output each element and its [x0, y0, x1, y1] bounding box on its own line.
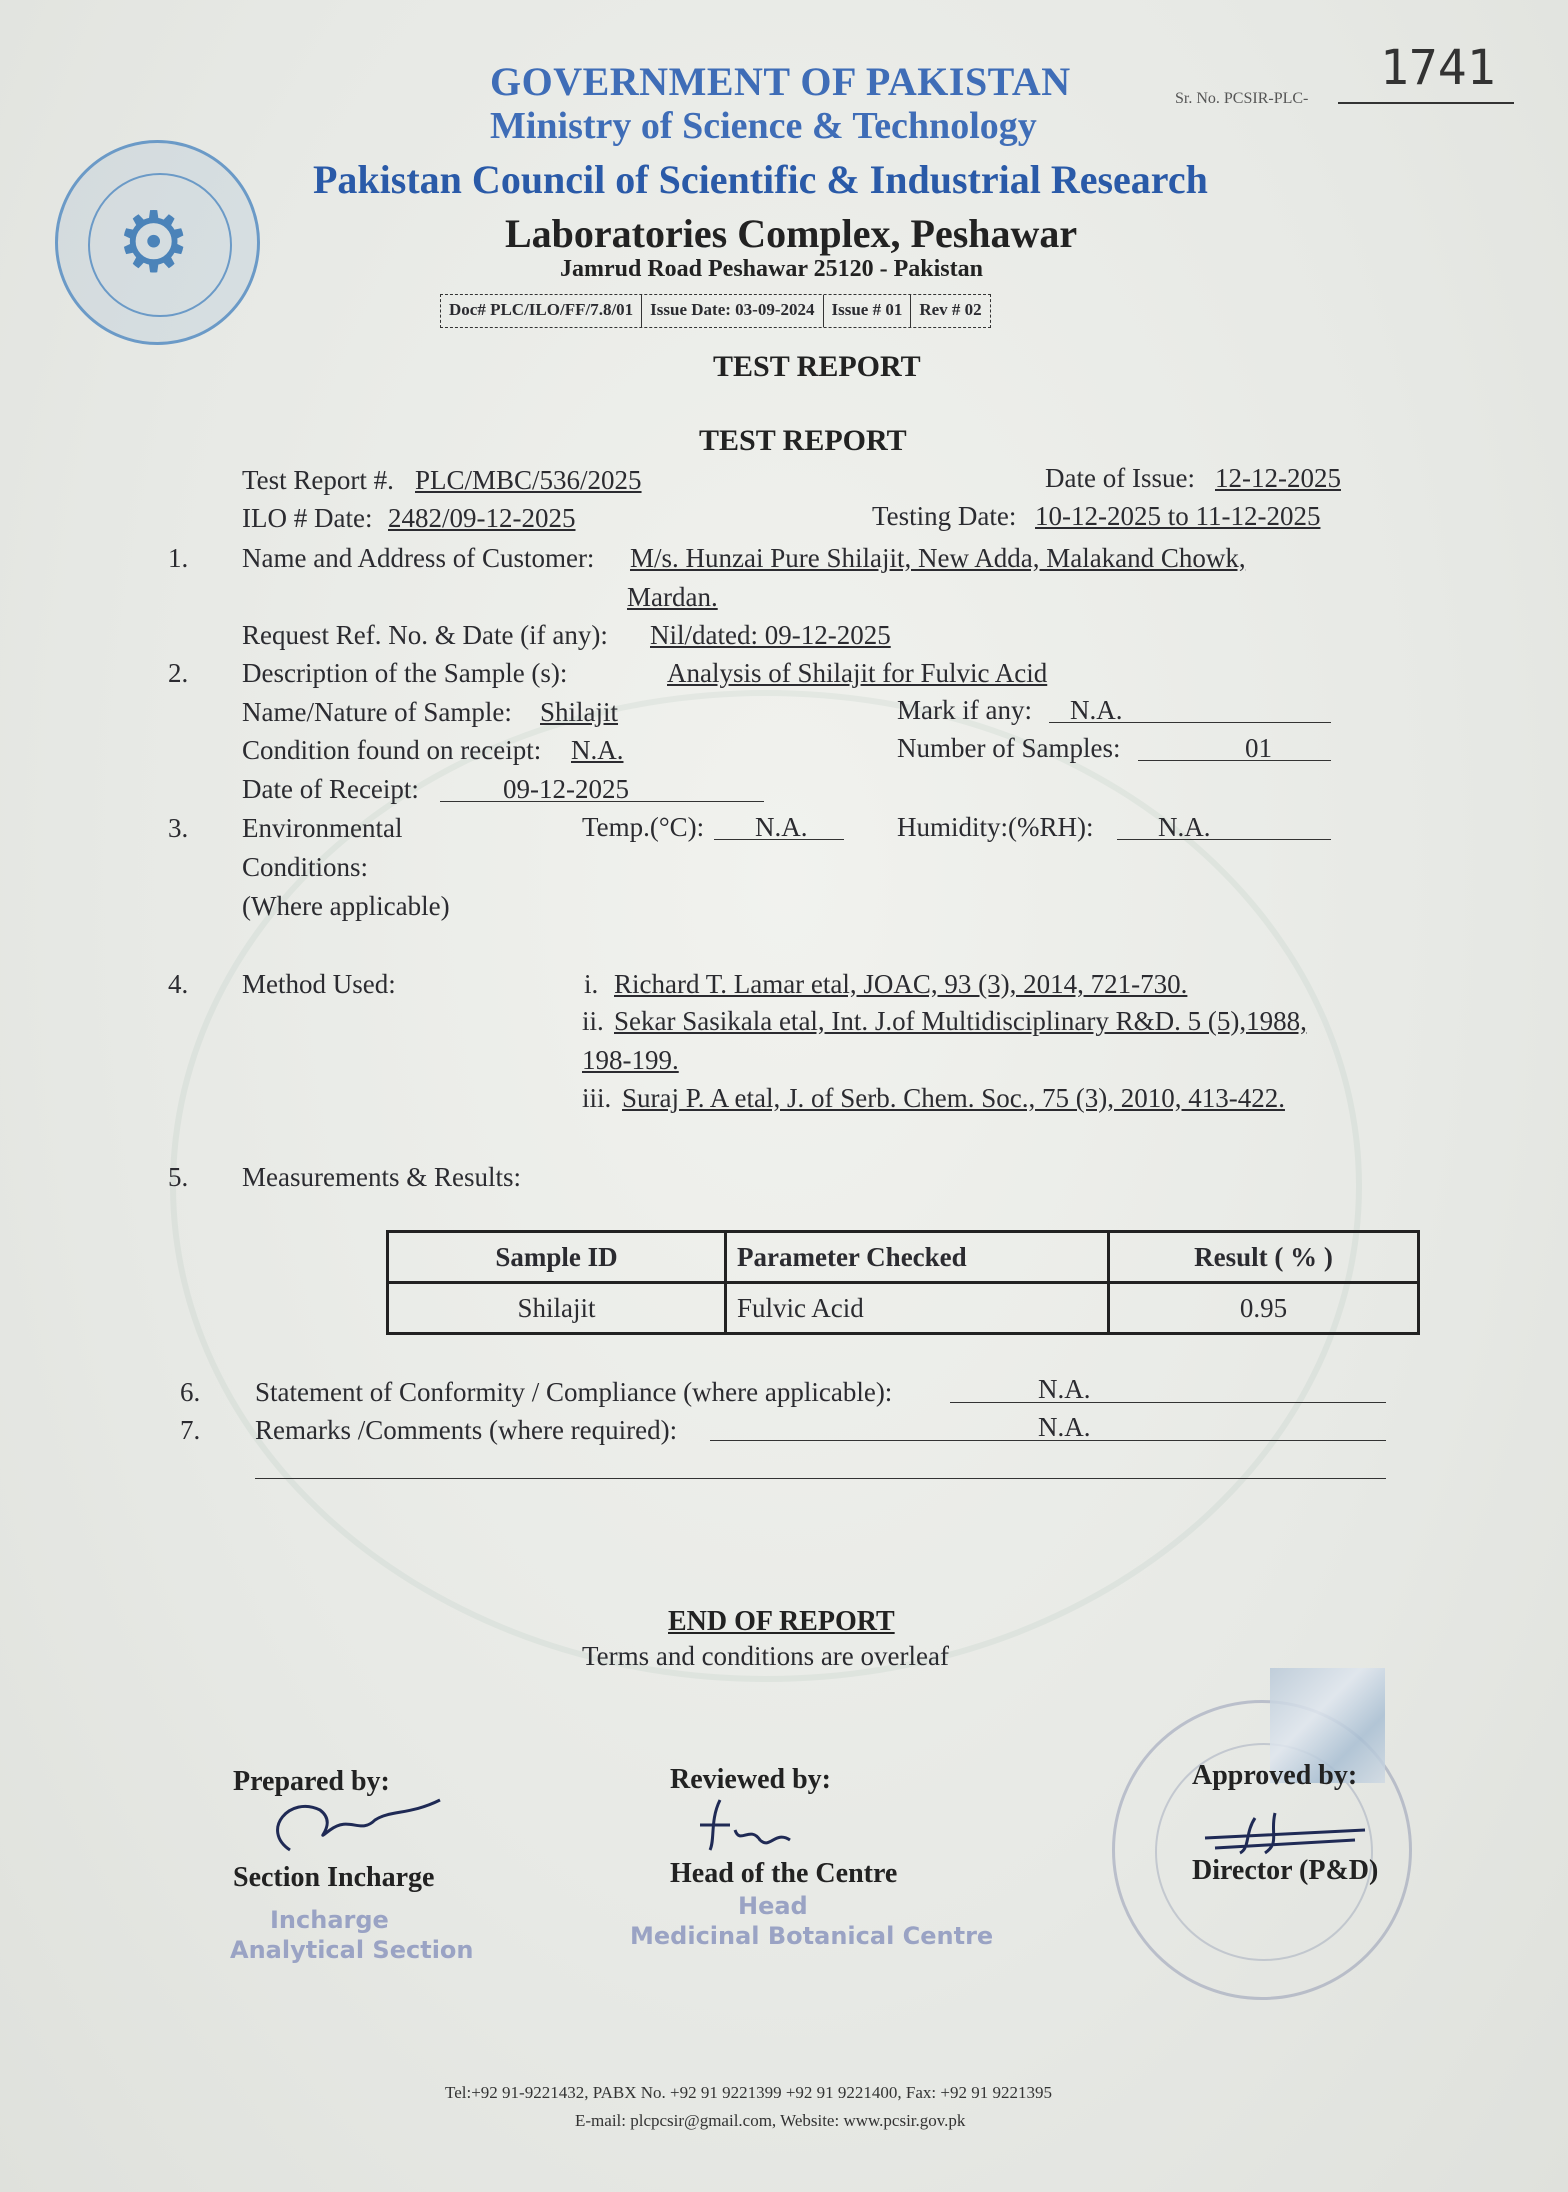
reviewed-stamp-line-1: Head — [738, 1892, 808, 1920]
report-title: TEST REPORT — [699, 424, 907, 457]
serial-number: 1741 — [1380, 40, 1496, 96]
reviewed-by-label: Reviewed by: — [670, 1764, 831, 1795]
environment-label-1: Environmental — [242, 813, 403, 843]
method-1-number: i. — [584, 969, 599, 999]
sample-description-value: Analysis of Shilajit for Fulvic Acid — [667, 658, 1048, 688]
section-7-number: 7. — [180, 1415, 201, 1445]
mark-label: Mark if any: — [897, 695, 1032, 725]
humidity-label: Humidity:(%RH): — [897, 812, 1094, 842]
prepared-signature — [250, 1790, 450, 1860]
section-2-number: 2. — [168, 658, 189, 688]
col-sample-id: Sample ID — [388, 1232, 726, 1283]
environment-label-2: Conditions: — [242, 852, 369, 882]
col-parameter: Parameter Checked — [726, 1232, 1109, 1283]
approved-by-role: Director (P&D) — [1192, 1855, 1379, 1886]
section-1-number: 1. — [168, 543, 189, 573]
method-1: Richard T. Lamar etal, JOAC, 93 (3), 2014, 721-730. — [614, 969, 1188, 999]
section-3-number: 3. — [168, 813, 189, 843]
doc-number: Doc# PLC/ILO/FF/7.8/01 — [441, 295, 642, 327]
receipt-value: 09-12-2025 — [503, 774, 629, 804]
approved-signature — [1195, 1808, 1375, 1858]
receipt-label: Date of Receipt: — [242, 774, 419, 804]
ilo-label: ILO # Date: — [242, 503, 373, 533]
sample-name-label: Name/Nature of Sample: — [242, 697, 512, 727]
council-title: Pakistan Council of Scientific & Industrial Research — [313, 157, 1208, 202]
temp-label: Temp.(°C): — [582, 812, 705, 842]
conformity-label: Statement of Conformity / Compliance (where applicable): — [255, 1377, 893, 1407]
ministry-title: Ministry of Science & Technology — [490, 105, 1037, 147]
table-row — [388, 1283, 1419, 1334]
cell-parameter: Fulvic Acid — [726, 1283, 1109, 1334]
remarks-label: Remarks /Comments (where required): — [255, 1415, 678, 1445]
labs-title: Laboratories Complex, Peshawar — [505, 211, 1078, 256]
customer-address-2: Mardan. — [627, 582, 718, 612]
method-3-number: iii. — [582, 1083, 612, 1113]
method-2-number: ii. — [582, 1006, 604, 1036]
method-2a: Sekar Sasikala etal, Int. J.of Multidisciplinary R&D. 5 (5),1988, — [614, 1006, 1307, 1036]
sample-name-value: Shilajit — [540, 697, 619, 727]
issue-date-label: Date of Issue: — [1045, 463, 1195, 493]
footer-email-website: E-mail: plcpcsir@gmail.com, Website: www.pcsir.gov.pk — [575, 2111, 966, 2130]
results-label: Measurements & Results: — [242, 1162, 521, 1192]
sample-description-label: Description of the Sample (s): — [242, 658, 568, 688]
temp-value: N.A. — [755, 812, 808, 842]
report-number-label: Test Report #. — [242, 465, 394, 495]
testing-date: 10-12-2025 to 11-12-2025 — [1035, 501, 1321, 531]
page-title: TEST REPORT — [713, 350, 921, 383]
section-5-number: 5. — [168, 1162, 189, 1192]
section-6-number: 6. — [180, 1377, 201, 1407]
serial-label: Sr. No. PCSIR-PLC- — [1175, 90, 1309, 107]
prepared-stamp-line-2: Analytical Section — [230, 1936, 474, 1964]
humidity-value: N.A. — [1158, 812, 1211, 842]
cell-sample-id: Shilajit — [388, 1283, 726, 1334]
col-result: Result ( % ) — [1109, 1232, 1419, 1283]
pcsir-seal-logo — [55, 140, 260, 345]
gear-icon: ⚙ — [116, 197, 192, 290]
request-ref-value: Nil/dated: 09-12-2025 — [650, 620, 891, 650]
remarks-value: N.A. — [1038, 1412, 1091, 1442]
serial-underline — [1338, 102, 1514, 104]
request-ref-label: Request Ref. No. & Date (if any): — [242, 620, 608, 650]
government-title: GOVERNMENT OF PAKISTAN — [490, 59, 1071, 104]
num-samples-value: 01 — [1245, 733, 1272, 763]
prepared-by-role: Section Incharge — [233, 1862, 435, 1893]
method-3: Suraj P. A etal, J. of Serb. Chem. Soc., 75 (3), 2010, 413-422. — [622, 1083, 1285, 1113]
report-number: PLC/MBC/536/2025 — [415, 465, 642, 495]
environment-label-3: (Where applicable) — [242, 891, 450, 921]
doc-rev: Rev # 02 — [919, 300, 982, 319]
condition-label: Condition found on receipt: — [242, 735, 542, 765]
document-control-bar — [440, 294, 991, 328]
reviewed-stamp-line-2: Medicinal Botanical Centre — [630, 1922, 994, 1950]
labs-address: Jamrud Road Peshawar 25120 - Pakistan — [560, 256, 983, 282]
method-2b: 198-199. — [582, 1045, 679, 1075]
prepared-stamp-line-1: Incharge — [270, 1906, 389, 1934]
testing-date-label: Testing Date: — [872, 501, 1017, 531]
reviewed-by-role: Head of the Centre — [670, 1858, 898, 1889]
results-table — [386, 1230, 1420, 1335]
num-samples-label: Number of Samples: — [897, 733, 1121, 763]
customer-label: Name and Address of Customer: — [242, 543, 595, 573]
approved-by-label: Approved by: — [1192, 1760, 1358, 1791]
reviewed-signature — [680, 1795, 820, 1855]
terms-note: Terms and conditions are overleaf — [582, 1641, 949, 1671]
cell-result: 0.95 — [1109, 1283, 1419, 1334]
ilo-value: 2482/09-12-2025 — [388, 503, 576, 533]
method-label: Method Used: — [242, 969, 396, 999]
prepared-by-label: Prepared by: — [233, 1766, 390, 1797]
end-of-report: END OF REPORT — [668, 1606, 895, 1637]
conformity-value: N.A. — [1038, 1374, 1091, 1404]
footer-contact: Tel:+92 91-9221432, PABX No. +92 91 9221399 +92 91 9221400, Fax: +92 91 9221395 — [445, 2083, 1052, 2102]
customer-address-1: M/s. Hunzai Pure Shilajit, New Adda, Malakand Chowk, — [630, 543, 1246, 573]
condition-value: N.A. — [571, 735, 624, 765]
section-4-number: 4. — [168, 969, 189, 999]
doc-issue-date: Issue Date: 03-09-2024 — [642, 295, 823, 327]
doc-issue: Issue # 01 — [824, 295, 912, 327]
mark-value: N.A. — [1070, 695, 1123, 725]
issue-date: 12-12-2025 — [1215, 463, 1341, 493]
